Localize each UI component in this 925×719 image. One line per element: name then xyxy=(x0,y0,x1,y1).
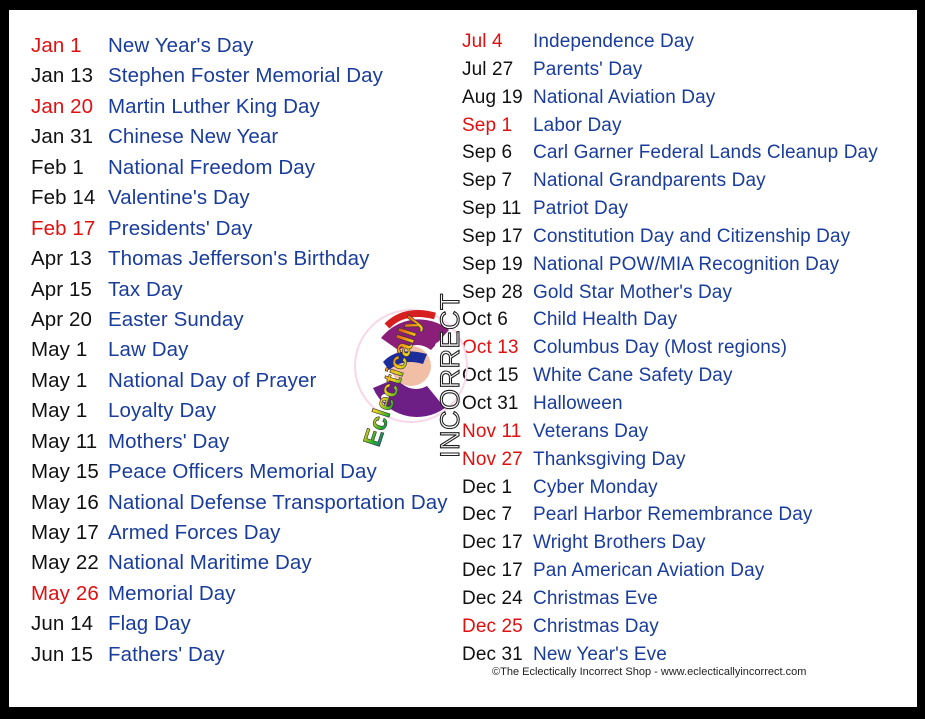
holiday-name: Chinese New Year xyxy=(108,125,279,149)
holiday-row xyxy=(31,34,448,64)
holiday-name: Pearl Harbor Remembrance Day xyxy=(533,504,813,526)
holiday-row xyxy=(462,560,878,588)
holiday-name: Wright Brothers Day xyxy=(533,532,706,554)
holiday-date: Dec 1 xyxy=(462,476,513,498)
holiday-row xyxy=(462,449,878,477)
copyright-text: ©The Eclectically Incorrect Shop - www.eclecticallyincorrect.com xyxy=(492,666,807,678)
holiday-date: Dec 24 xyxy=(462,587,523,609)
holiday-row xyxy=(462,31,878,59)
holiday-name: Constitution Day and Citizenship Day xyxy=(533,225,851,247)
holiday-name: Christmas Day xyxy=(533,615,659,637)
holiday-date: Dec 17 xyxy=(462,560,523,582)
holiday-row xyxy=(31,643,448,673)
holiday-row xyxy=(462,198,878,226)
holiday-name: Labor Day xyxy=(533,114,622,136)
holiday-date: Jul 4 xyxy=(462,31,503,52)
holiday-name: National Defense Transportation Day xyxy=(108,490,448,514)
holiday-date: Dec 25 xyxy=(462,615,523,637)
holiday-date: Apr 15 xyxy=(31,277,92,301)
holiday-name: Fathers' Day xyxy=(108,642,225,666)
holiday-date: Jan 1 xyxy=(31,34,82,57)
calendar-panel xyxy=(9,10,917,707)
holiday-date: Sep 28 xyxy=(462,281,523,303)
holiday-name: New Year's Eve xyxy=(533,643,667,665)
holiday-row xyxy=(462,421,878,449)
holiday-name: Armed Forces Day xyxy=(108,521,281,544)
holiday-name: Gold Star Mother's Day xyxy=(533,281,733,303)
holiday-row xyxy=(462,616,878,644)
holiday-date: Dec 31 xyxy=(462,643,523,665)
holiday-date: Feb 17 xyxy=(31,216,96,240)
holiday-name: National Day of Prayer xyxy=(108,368,317,392)
holiday-date: May 17 xyxy=(31,521,99,544)
holiday-name: Veterans Day xyxy=(533,420,649,442)
holiday-name: National POW/MIA Recognition Day xyxy=(533,253,840,275)
holiday-name: Patriot Day xyxy=(533,198,629,220)
holiday-row xyxy=(31,186,448,216)
holiday-row xyxy=(462,365,878,393)
holiday-row xyxy=(31,612,448,642)
holiday-name: Cyber Monday xyxy=(533,476,658,498)
holiday-row xyxy=(31,521,448,551)
holiday-date: Jan 31 xyxy=(31,125,94,149)
holiday-date: Sep 7 xyxy=(462,170,513,192)
holiday-name: National Maritime Day xyxy=(108,551,312,575)
holiday-name: Martin Luther King Day xyxy=(108,94,320,118)
holiday-name: National Aviation Day xyxy=(533,86,716,108)
holiday-row xyxy=(462,115,878,143)
holiday-name: Stephen Foster Memorial Day xyxy=(108,64,384,88)
holiday-name: Carl Garner Federal Lands Cleanup Day xyxy=(533,142,878,164)
holiday-date: Oct 31 xyxy=(462,392,519,414)
holiday-row xyxy=(31,64,448,94)
holiday-name: Thanksgiving Day xyxy=(533,448,686,470)
holiday-row xyxy=(462,337,878,365)
holiday-name: Valentine's Day xyxy=(108,186,250,210)
holiday-name: Flag Day xyxy=(108,612,191,636)
logo-word-incorrect: INCORRECT xyxy=(435,293,465,458)
holiday-name: Presidents' Day xyxy=(108,216,253,240)
holiday-name: National Freedom Day xyxy=(108,155,316,179)
holiday-row xyxy=(31,460,448,490)
holiday-date: May 22 xyxy=(31,551,99,575)
holiday-row xyxy=(31,156,448,186)
holiday-date: Oct 6 xyxy=(462,309,508,331)
holiday-name: Christmas Eve xyxy=(533,587,658,609)
holiday-name: Loyalty Day xyxy=(108,399,217,423)
holiday-date: Jul 27 xyxy=(462,58,514,80)
holiday-name: Peace Officers Memorial Day xyxy=(108,460,377,484)
holiday-name: Memorial Day xyxy=(108,581,236,605)
holiday-date: Jan 20 xyxy=(31,94,94,118)
holiday-row xyxy=(462,309,878,337)
holiday-name: Tax Day xyxy=(108,277,183,301)
holiday-date: Dec 17 xyxy=(462,532,523,554)
holiday-row xyxy=(31,125,448,155)
eclectically-incorrect-logo xyxy=(327,268,477,463)
holiday-date: Aug 19 xyxy=(462,86,523,108)
holiday-date: May 16 xyxy=(31,490,99,514)
holiday-date: Oct 13 xyxy=(462,337,519,359)
holiday-row xyxy=(462,254,878,282)
holiday-row xyxy=(31,217,448,247)
holiday-row xyxy=(462,532,878,560)
holiday-name: Easter Sunday xyxy=(108,307,244,331)
holiday-date: Sep 11 xyxy=(462,198,522,220)
holiday-list-right xyxy=(462,31,878,671)
holiday-name: Child Health Day xyxy=(533,309,678,331)
holiday-row xyxy=(31,582,448,612)
holiday-name: Columbus Day (Most regions) xyxy=(533,337,788,359)
holiday-row xyxy=(462,282,878,310)
holiday-date: Sep 1 xyxy=(462,114,513,136)
holiday-date: Jun 15 xyxy=(31,642,94,666)
holiday-name: White Cane Safety Day xyxy=(533,365,733,387)
holiday-date: Jun 14 xyxy=(31,612,94,636)
holiday-date: May 26 xyxy=(31,581,99,605)
holiday-row xyxy=(462,504,878,532)
holiday-name: Independence Day xyxy=(533,31,695,52)
holiday-name: Thomas Jefferson's Birthday xyxy=(108,247,370,271)
holiday-date: Nov 27 xyxy=(462,448,523,470)
holiday-row xyxy=(462,142,878,170)
holiday-name: Pan American Aviation Day xyxy=(533,560,765,582)
holiday-date: Feb 1 xyxy=(31,155,84,179)
holiday-date: Feb 14 xyxy=(31,186,96,210)
holiday-row xyxy=(462,588,878,616)
holiday-name: Parents' Day xyxy=(533,58,643,80)
holiday-name: New Year's Day xyxy=(108,34,254,57)
holiday-date: May 1 xyxy=(31,399,88,423)
logo-word-eclectically: Eclectically xyxy=(358,311,427,450)
holiday-row xyxy=(31,551,448,581)
holiday-date: Jan 13 xyxy=(31,64,94,88)
holiday-name: Mothers' Day xyxy=(108,429,230,453)
holiday-row xyxy=(462,393,878,421)
holiday-row xyxy=(31,95,448,125)
holiday-row xyxy=(462,59,878,87)
holiday-name: National Grandparents Day xyxy=(533,170,766,192)
holiday-date: Apr 20 xyxy=(31,307,92,331)
holiday-date: Sep 17 xyxy=(462,225,523,247)
holiday-date: Dec 7 xyxy=(462,504,513,526)
holiday-date: Nov 11 xyxy=(462,420,522,442)
holiday-row xyxy=(462,226,878,254)
holiday-date: May 11 xyxy=(31,429,98,453)
holiday-date: May 1 xyxy=(31,338,88,362)
holiday-date: Sep 19 xyxy=(462,253,523,275)
holiday-row xyxy=(462,170,878,198)
holiday-name: Halloween xyxy=(533,392,623,414)
holiday-row xyxy=(462,87,878,115)
holiday-date: Sep 6 xyxy=(462,142,513,164)
holiday-row xyxy=(31,491,448,521)
holiday-date: May 15 xyxy=(31,460,99,484)
holiday-date: Oct 15 xyxy=(462,365,519,387)
holiday-row xyxy=(462,477,878,505)
holiday-name: Law Day xyxy=(108,338,189,362)
holiday-date: Apr 13 xyxy=(31,247,92,271)
holiday-date: May 1 xyxy=(31,368,88,392)
